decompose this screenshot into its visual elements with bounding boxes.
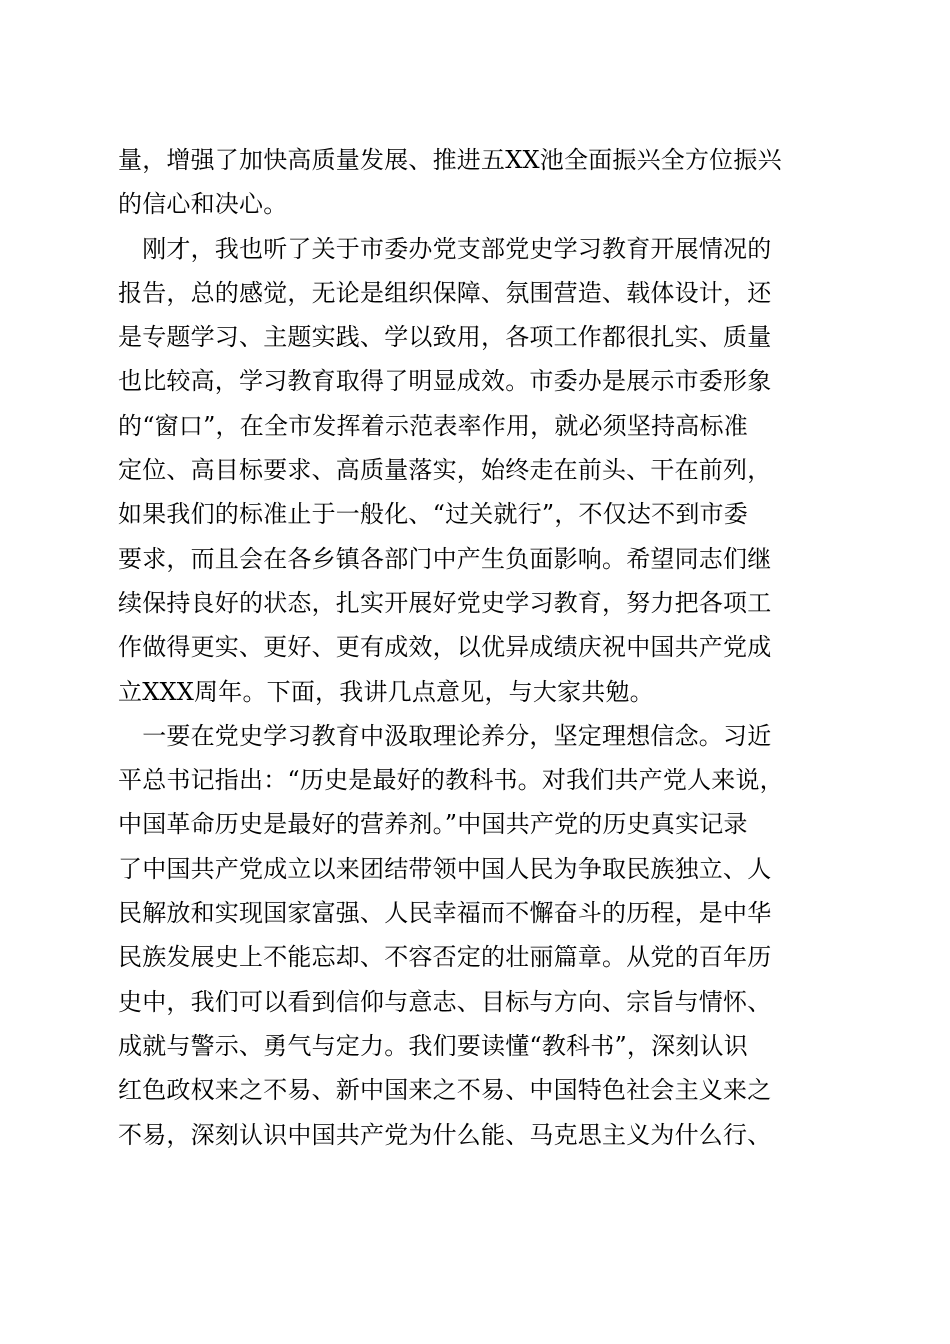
text-line: 是专题学习、主题实践、学以致用，各项工作都很扎实、质量 <box>118 323 772 352</box>
text-line: 的“窗口”，在全市发挥着示范表率作用，就必须坚持高标准 <box>118 411 748 440</box>
text-line: 史中，我们可以看到信仰与意志、目标与方向、宗旨与情怀、 <box>118 987 772 1016</box>
text-line: 也比较高，学习教育取得了明显成效。市委办是展示市委形象 <box>118 367 772 396</box>
text-line: 一要在党史学习教育中汲取理论养分，坚定理想信念。习近 <box>118 721 772 750</box>
text-line: 成就与警示、勇气与定力。我们要读懂“教科书”，深刻认识 <box>118 1031 748 1060</box>
text-line: 中国革命历史是最好的营养剂。”中国共产党的历史真实记录 <box>118 810 748 839</box>
text-line: 作做得更实、更好、更有成效，以优异成绩庆祝中国共产党成 <box>118 633 772 662</box>
text-line: 如果我们的标准止于一般化、“过关就行”，不仅达不到市委 <box>118 500 748 529</box>
text-line: 了中国共产党成立以来团结带领中国人民为争取民族独立、人 <box>118 854 772 883</box>
text-line: 不易，深刻认识中国共产党为什么能、马克思主义为什么行、 <box>118 1120 772 1149</box>
text-line: 量，增强了加快高质量发展、推进五XX池全面振兴全方位振兴 <box>118 146 782 174</box>
document-body <box>118 138 838 1157</box>
text-line: 红色政权来之不易、新中国来之不易、中国特色社会主义来之 <box>118 1076 772 1105</box>
text-line: 平总书记指出：“历史是最好的教科书。对我们共产党人来说， <box>118 766 784 795</box>
text-line: 要求，而且会在各乡镇各部门中产生负面影响。希望同志们继 <box>118 544 772 573</box>
text-line: 定位、高目标要求、高质量落实，始终走在前头、干在前列， <box>118 456 772 485</box>
text-line: 立XXX周年。下面，我讲几点意见，与大家共勉。 <box>118 677 654 706</box>
text-line: 刚才，我也听了关于市委办党支部党史学习教育开展情况的 <box>118 234 772 263</box>
text-line: 报告，总的感觉，无论是组织保障、氛围营造、载体设计，还 <box>118 278 772 307</box>
text-line: 续保持良好的状态，扎实开展好党史学习教育，努力把各项工 <box>118 588 772 617</box>
text-line: 民解放和实现国家富强、人民幸福而不懈奋斗的历程，是中华 <box>118 899 772 928</box>
text-line: 的信心和决心。 <box>118 190 288 219</box>
text-line: 民族发展史上不能忘却、不容否定的壮丽篇章。从党的百年历 <box>118 943 772 972</box>
